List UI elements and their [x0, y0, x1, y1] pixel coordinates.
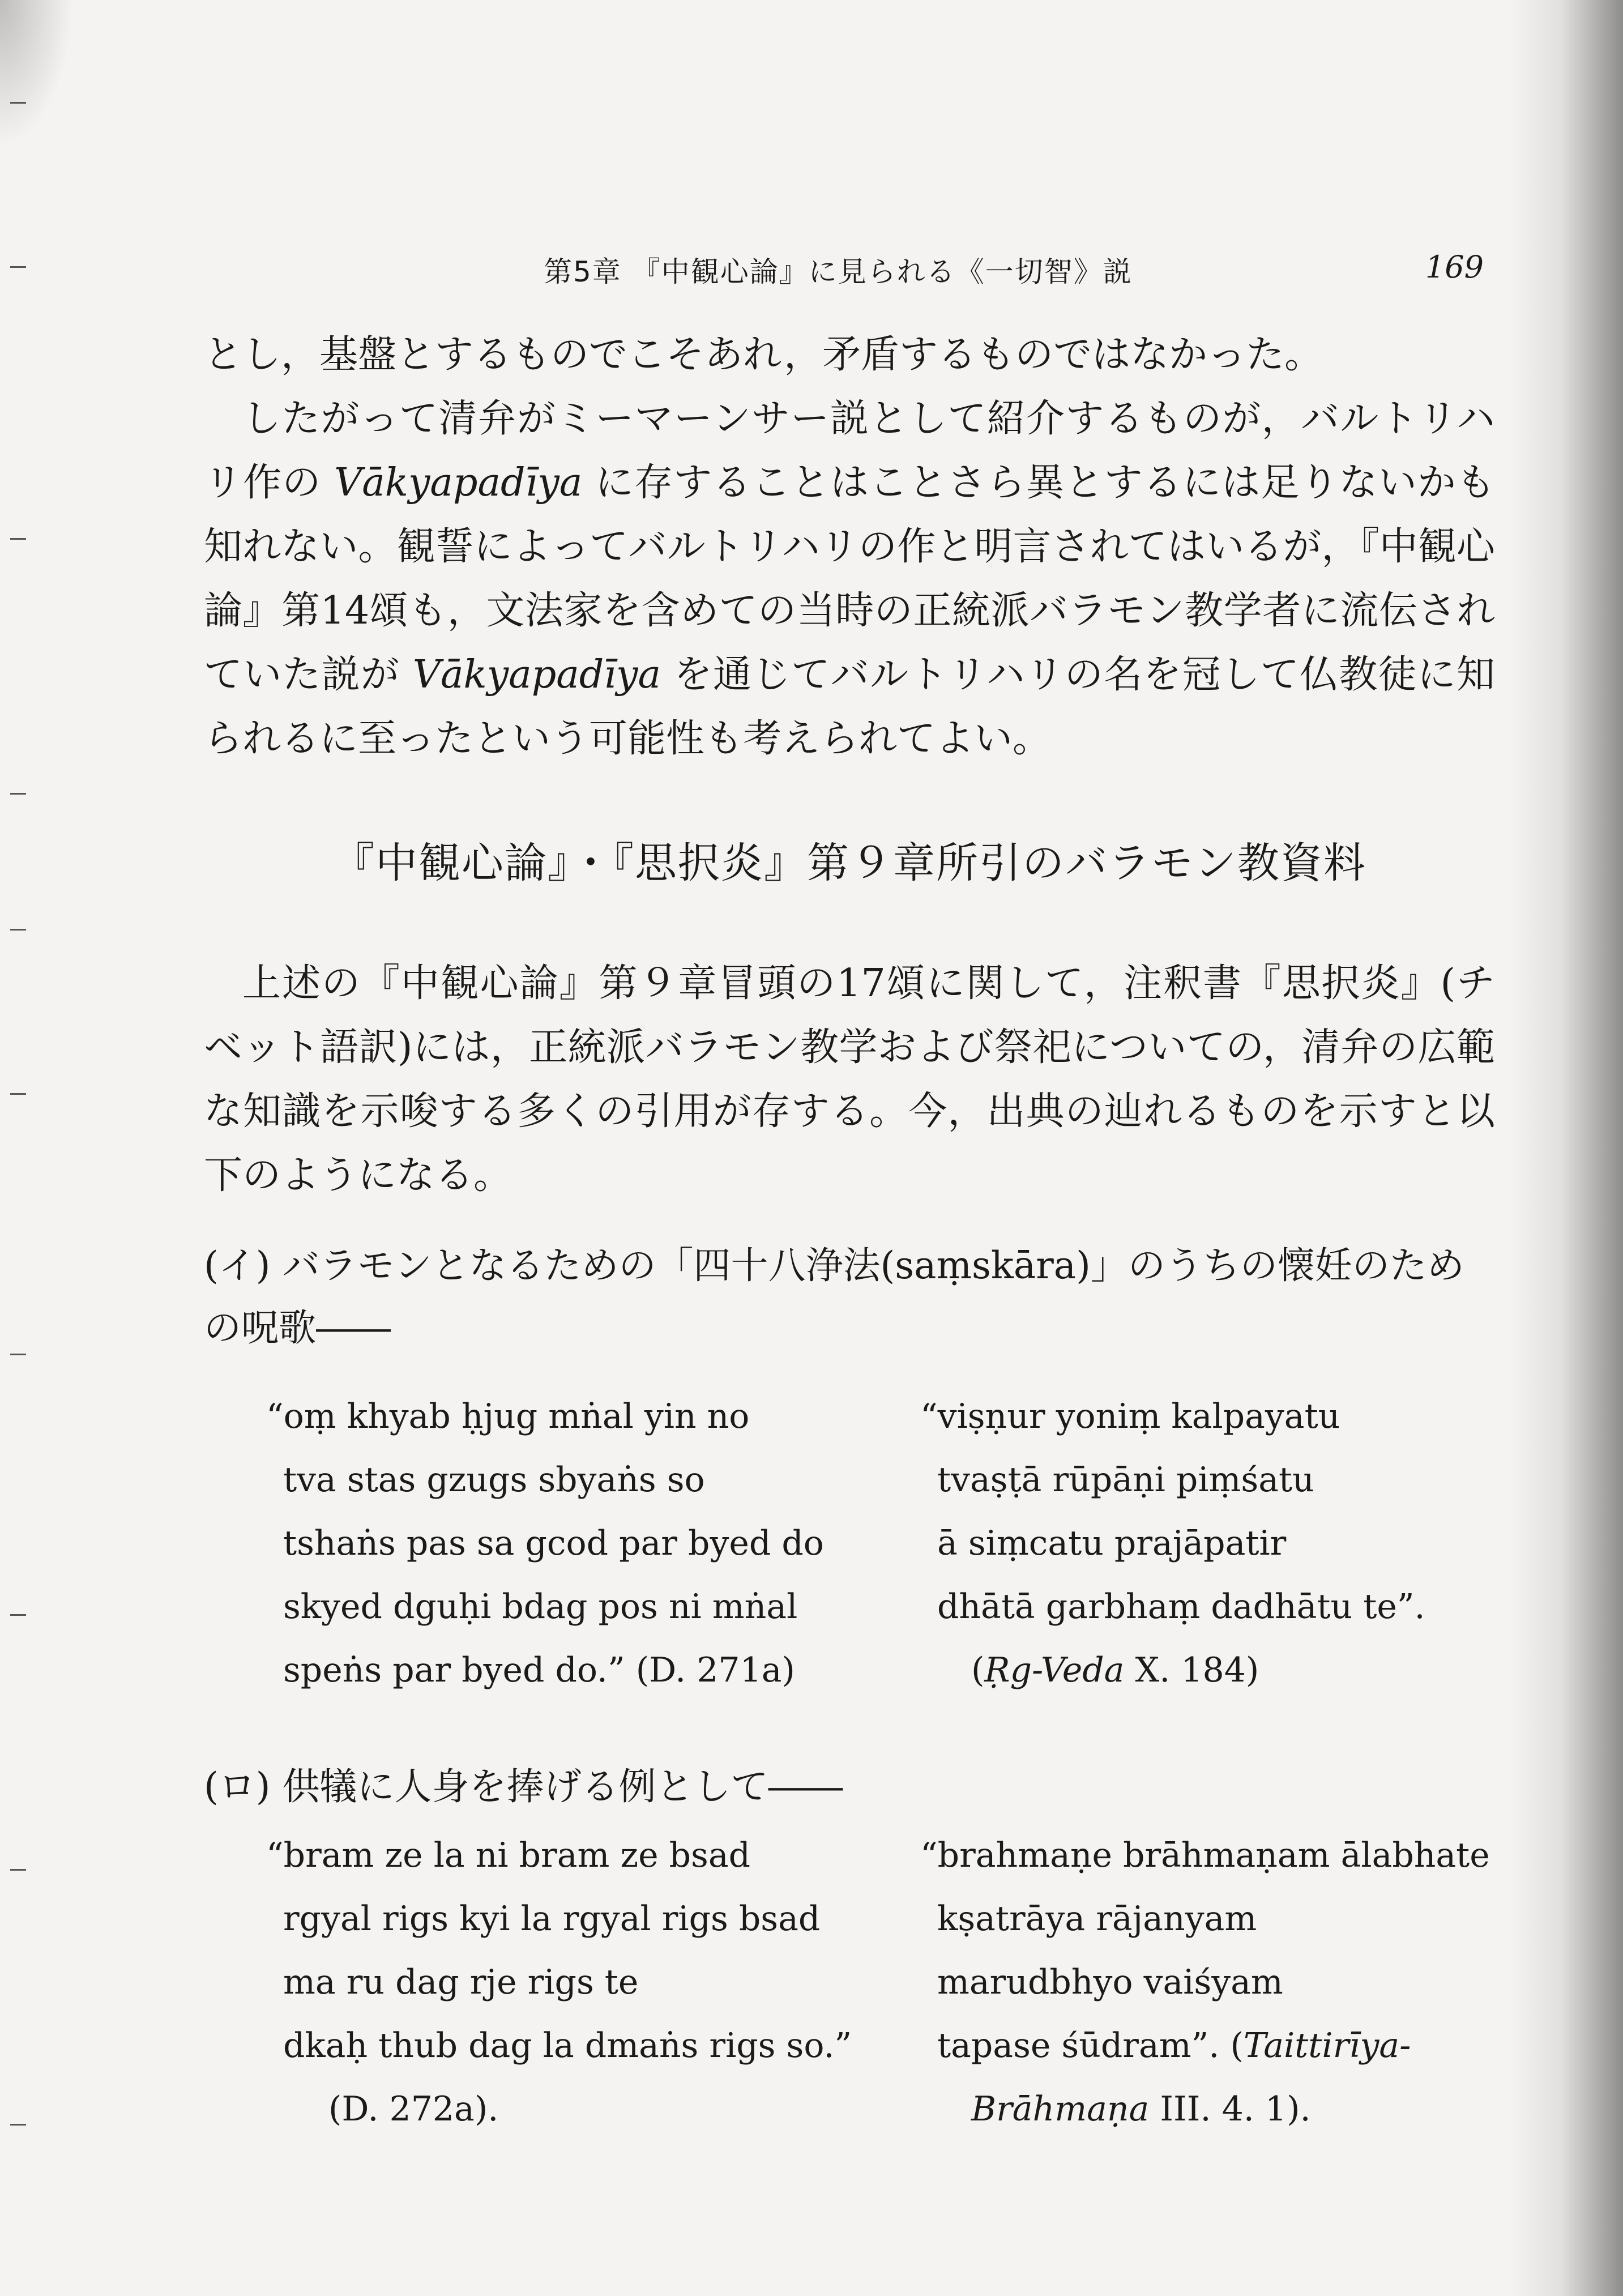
paragraph-continuation: [204, 323, 1495, 771]
margin-mark: [10, 2124, 26, 2126]
margin-mark: [10, 102, 26, 104]
verse-line: dhātā garbhaṃ dadhātu te”.: [937, 1587, 1425, 1627]
citation: Brāhmaṇa III. 4. 1).: [971, 2089, 1311, 2129]
tibetan-verse-i: [266, 1385, 824, 1702]
margin-mark: [10, 1354, 26, 1355]
work-title: Taittirīya-: [1243, 2026, 1411, 2065]
verse-line: “viṣṇur yoniṃ kalpayatu: [920, 1397, 1340, 1436]
verse-line: tva stas gzugs sbyaṅs so: [283, 1460, 705, 1500]
margin-mark: [10, 1869, 26, 1871]
work-title: Brāhmaṇa: [971, 2089, 1150, 2129]
work-title: Vākyapadīya: [412, 652, 661, 697]
verse-line: “bram ze la ni bram ze bsad: [266, 1836, 751, 1875]
verse-line: ā siṃcatu prajāpatir: [937, 1523, 1287, 1563]
running-head: 第5章 『中観心論』に見られる《一切智》説: [544, 255, 1133, 288]
margin-mark: [10, 1614, 26, 1616]
page-number: 169: [1425, 249, 1484, 285]
page-header: [204, 249, 1484, 295]
sanskrit-verse-ro: [920, 1824, 1490, 2141]
section-title: 『中観心論』・『思択炎』第９章所引のバラモン教資料: [332, 839, 1366, 887]
margin-mark: [10, 538, 26, 540]
verse-line: “brahmaṇe brāhmaṇam ālabhate: [920, 1836, 1490, 1875]
verse-line: kṣatrāya rājanyam: [937, 1899, 1257, 1939]
scan-smudge: [0, 0, 74, 147]
item-ro-label: (ロ) 供犠に人身を捧げる例として――: [204, 1765, 843, 1808]
paragraph: したがって清弁がミーマーンサー説として紹介するものが，バルトリハリ作の Vākyapadīya に存することはことさら異とするには足りないかも知れない。観誓によってバルトリハリの作と明言されてはいるが，『中観心論』第14頌も，文法家を含めての当時の正統派バラモン教学者に流伝されていた説が Vākyapadīya を通じてバルトリハリの名を冠して仏教徒に知られるに至ったという可能性も考えられてよい。: [204, 396, 1496, 761]
verse-line: tapase śūdram”. (Taittirīya-: [937, 2026, 1411, 2065]
verse-line: speṅs par byed do.” (D. 271a): [283, 1650, 795, 1690]
margin-mark: [10, 1093, 26, 1095]
verse-line: tvaṣṭā rūpāṇi piṃśatu: [937, 1460, 1314, 1500]
work-title: Ṛg-Veda: [984, 1650, 1125, 1690]
margin-mark: [10, 266, 26, 268]
verse-line: rgyal rigs kyi la rgyal rigs bsad: [283, 1899, 821, 1939]
verse-line: dkaḥ thub dag la dmaṅs rigs so.”: [283, 2026, 852, 2065]
item-i-label: (イ) バラモンとなるための「四十八浄法(saṃskāra)」のうちの懐妊のための呪歌――: [204, 1244, 1464, 1350]
margin-mark: [10, 793, 26, 795]
citation: (D. 272a).: [328, 2089, 499, 2129]
verse-line: ma ru dag rje rigs te: [283, 1962, 639, 2002]
paragraph-line: とし，基盤とするものでこそあれ，矛盾するものではなかった。: [204, 332, 1323, 377]
margin-mark: [10, 929, 26, 931]
paragraph-intro: 上述の『中観心論』第９章冒頭の17頌に関して，注釈書『思択炎』(チベット語訳)には，正統派バラモン教学および祭祀についての，清弁の広範な知識を示唆する多くの引用が存する。今，出典の辿れるものを示すと以下のようになる。: [204, 961, 1495, 1198]
binding-shadow: [1510, 0, 1623, 2296]
verse-line: marudbhyo vaiśyam: [937, 1962, 1283, 2002]
verse-line: tshaṅs pas sa gcod par byed do: [283, 1523, 824, 1563]
sanskrit-verse-i: [920, 1385, 1425, 1702]
citation: (Ṛg-Veda X. 184): [971, 1650, 1259, 1690]
work-title: Vākyapadīya: [334, 460, 583, 505]
verse-line: skyed dguḥi bdag pos ni mṅal: [283, 1587, 798, 1627]
verse-line: “oṃ khyab ḥjug mṅal yin no: [266, 1397, 750, 1436]
tibetan-verse-ro: [266, 1824, 852, 2141]
